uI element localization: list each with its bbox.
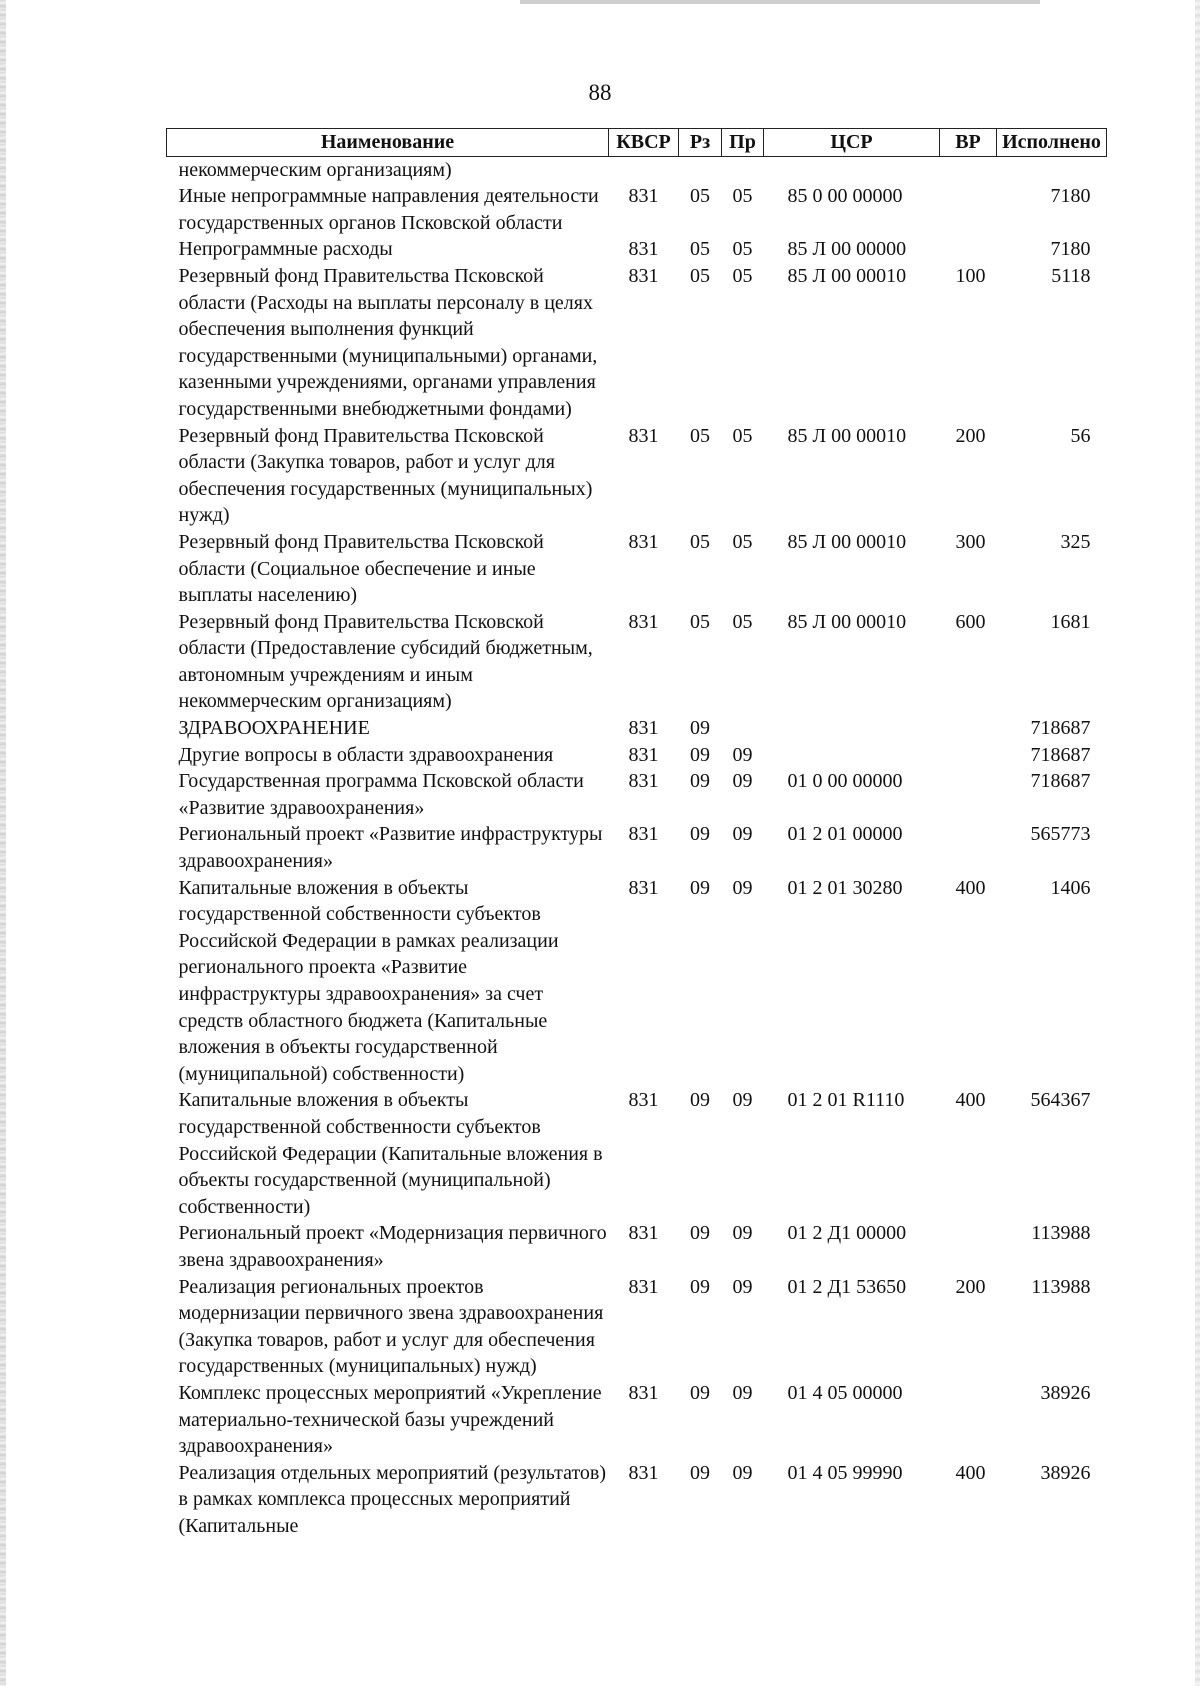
cell-kvsr: 831 bbox=[628, 743, 659, 766]
cell-kvsr: 831 bbox=[628, 238, 659, 261]
cell-done: 38926 bbox=[1040, 1381, 1091, 1404]
cell-done: 38926 bbox=[1040, 1461, 1091, 1484]
cell-done: 5118 bbox=[1051, 264, 1091, 287]
cell-rz: 09 bbox=[690, 1089, 710, 1112]
page-number: 88 bbox=[588, 80, 612, 105]
cell-pr: 09 bbox=[732, 1381, 753, 1404]
header-done: Исполнено bbox=[997, 129, 1107, 157]
cell-vr: 400 bbox=[955, 1461, 986, 1484]
cell-vr: 400 bbox=[955, 1089, 986, 1112]
cell-pr: 05 bbox=[732, 424, 753, 447]
cell-rz: 09 bbox=[690, 1222, 710, 1245]
cell-vr bbox=[940, 768, 997, 821]
cell-vr bbox=[940, 236, 997, 263]
table-row bbox=[167, 156, 1107, 183]
cell-csr: 85 Л 00 00010 bbox=[787, 530, 907, 553]
cell-name: Резервный фонд Правительства Псковской области (Социальное обеспечение и иные выплаты населению) bbox=[178, 530, 544, 607]
table-row bbox=[167, 715, 1107, 742]
table-row bbox=[167, 1460, 1107, 1540]
cell-vr: 200 bbox=[955, 424, 986, 447]
cell-rz: 05 bbox=[690, 424, 710, 447]
table-row bbox=[167, 263, 1107, 423]
cell-done: 718687 bbox=[1030, 743, 1091, 766]
scan-edge-right bbox=[1195, 0, 1200, 1686]
table-row bbox=[167, 742, 1107, 769]
cell-csr: 01 2 01 00000 bbox=[787, 823, 903, 846]
cell-pr: 09 bbox=[732, 1222, 753, 1245]
cell-done: 565773 bbox=[1030, 823, 1091, 846]
table-row bbox=[167, 529, 1107, 609]
cell-pr: 05 bbox=[732, 610, 753, 633]
header-name: Наименование bbox=[167, 129, 609, 157]
cell-csr: 01 2 01 R1110 bbox=[787, 1089, 905, 1112]
cell-pr bbox=[722, 715, 764, 742]
cell-done: 113988 bbox=[1031, 1275, 1091, 1298]
cell-rz: 05 bbox=[690, 610, 710, 633]
cell-rz: 05 bbox=[690, 264, 710, 287]
table-row bbox=[167, 1380, 1107, 1460]
cell-pr: 09 bbox=[732, 770, 753, 793]
cell-done: 564367 bbox=[1030, 1089, 1091, 1112]
cell-pr bbox=[722, 156, 764, 183]
cell-csr: 85 Л 00 00010 bbox=[787, 610, 907, 633]
table-row bbox=[167, 183, 1107, 236]
header-pr: Пр bbox=[722, 129, 764, 157]
cell-vr: 100 bbox=[955, 264, 986, 287]
header-kvsr: КВСР bbox=[609, 129, 679, 157]
cell-done: 1681 bbox=[1050, 610, 1091, 633]
cell-pr: 09 bbox=[732, 1275, 753, 1298]
cell-rz: 09 bbox=[690, 876, 710, 899]
cell-pr: 09 bbox=[732, 876, 753, 899]
cell-done: 56 bbox=[1070, 424, 1091, 447]
cell-vr bbox=[940, 1220, 997, 1273]
cell-csr: 01 4 05 99990 bbox=[787, 1461, 903, 1484]
cell-name: Региональный проект «Модернизация первичного звена здравоохранения» bbox=[178, 1222, 607, 1271]
header-csr: ЦСР bbox=[764, 129, 940, 157]
cell-kvsr: 831 bbox=[628, 1222, 659, 1245]
table-row bbox=[167, 1220, 1107, 1273]
cell-kvsr: 831 bbox=[628, 1381, 659, 1404]
table-body bbox=[167, 156, 1107, 1539]
cell-vr bbox=[940, 183, 997, 236]
cell-rz: 05 bbox=[690, 238, 710, 261]
cell-csr bbox=[764, 715, 940, 742]
cell-csr: 85 0 00 00000 bbox=[787, 185, 903, 208]
cell-pr: 05 bbox=[732, 185, 753, 208]
cell-pr: 09 bbox=[732, 1089, 753, 1112]
table-row bbox=[167, 609, 1107, 715]
header-rz: Рз bbox=[679, 129, 722, 157]
cell-name: Реализация отдельных мероприятий (результатов) в рамках комплекса процессных мероприятий (Капитальные bbox=[178, 1461, 607, 1537]
cell-name: Другие вопросы в области здравоохранения bbox=[178, 743, 554, 766]
cell-csr: 85 Л 00 00010 bbox=[787, 424, 907, 447]
cell-done: 113988 bbox=[1031, 1222, 1091, 1245]
cell-done bbox=[997, 156, 1107, 183]
cell-name: Капитальные вложения в объекты государственной собственности субъектов Российской Федерации в рамках реализации регионального проекта «Развитие инфраструктуры здравоохранения» за счет средств областного бюджета (Капитальные вложения в объекты государственной (муниципальной) собственности) bbox=[178, 876, 559, 1085]
cell-rz: 09 bbox=[690, 743, 710, 766]
cell-name: Государственная программа Псковской области «Развитие здравоохранения» bbox=[178, 770, 584, 819]
cell-csr: 85 Л 00 00000 bbox=[787, 238, 907, 261]
cell-name: Капитальные вложения в объекты государственной собственности субъектов Российской Федерации (Капитальные вложения в объекты государственной (муниципальной) собственности) bbox=[178, 1089, 603, 1218]
table-row bbox=[167, 423, 1107, 529]
cell-vr: 400 bbox=[955, 876, 986, 899]
cell-pr: 09 bbox=[732, 1461, 753, 1484]
cell-kvsr: 831 bbox=[628, 264, 659, 287]
cell-name: Непрограммные расходы bbox=[178, 238, 393, 261]
cell-kvsr: 831 bbox=[628, 876, 659, 899]
cell-kvsr: 831 bbox=[628, 1461, 659, 1484]
table-header-row bbox=[167, 129, 1107, 157]
cell-rz bbox=[679, 156, 722, 183]
cell-rz: 09 bbox=[690, 1461, 710, 1484]
table-row bbox=[167, 236, 1107, 263]
scan-edge-top bbox=[520, 0, 1040, 4]
cell-rz: 09 bbox=[690, 717, 710, 740]
cell-kvsr bbox=[609, 156, 679, 183]
cell-csr: 01 4 05 00000 bbox=[787, 1381, 903, 1404]
cell-rz: 09 bbox=[690, 1381, 710, 1404]
cell-name: Комплекс процессных мероприятий «Укрепление материально-технической базы учреждений здравоохранения» bbox=[178, 1381, 602, 1458]
cell-vr: 300 bbox=[955, 530, 986, 553]
cell-vr bbox=[940, 742, 997, 769]
cell-rz: 09 bbox=[690, 1275, 710, 1298]
cell-vr: 200 bbox=[955, 1275, 986, 1298]
cell-name: Реализация региональных проектов модернизации первичного звена здравоохранения (Закупка товаров, работ и услуг для обеспечения государственных (муниципальных) нужд) bbox=[178, 1275, 604, 1378]
cell-pr: 09 bbox=[732, 823, 753, 846]
cell-rz: 05 bbox=[690, 185, 710, 208]
table-row bbox=[167, 821, 1107, 874]
cell-kvsr: 831 bbox=[628, 1275, 659, 1298]
cell-kvsr: 831 bbox=[628, 185, 659, 208]
cell-vr bbox=[940, 715, 997, 742]
cell-name: Региональный проект «Развитие инфраструктуры здравоохранения» bbox=[178, 823, 603, 873]
cell-done: 7180 bbox=[1050, 238, 1091, 261]
table-row bbox=[167, 768, 1107, 821]
cell-name: Резервный фонд Правительства Псковской области (Закупка товаров, работ и услуг для обеспечения государственных (муниципальных) нужд) bbox=[178, 424, 593, 527]
cell-done: 325 bbox=[1060, 530, 1091, 553]
cell-done: 7180 bbox=[1050, 185, 1091, 208]
cell-done: 1406 bbox=[1050, 876, 1091, 899]
cell-pr: 05 bbox=[732, 264, 753, 287]
scan-edge-left bbox=[0, 0, 6, 1686]
budget-execution-table bbox=[166, 128, 1107, 1539]
table-row bbox=[167, 1274, 1107, 1380]
table-row bbox=[167, 875, 1107, 1088]
cell-csr bbox=[764, 742, 940, 769]
cell-name: ЗДРАВООХРАНЕНИЕ bbox=[178, 717, 370, 740]
cell-rz: 09 bbox=[690, 823, 710, 846]
cell-name: Резервный фонд Правительства Псковской области (Предоставление субсидий бюджетным, автономным учреждениям и иным некоммерческим организациям) bbox=[178, 610, 593, 713]
cell-pr: 09 bbox=[732, 743, 753, 766]
cell-vr bbox=[940, 1380, 997, 1460]
cell-pr: 05 bbox=[732, 530, 753, 553]
cell-kvsr: 831 bbox=[628, 610, 659, 633]
cell-csr bbox=[764, 156, 940, 183]
cell-csr: 01 2 01 30280 bbox=[787, 876, 903, 899]
cell-pr: 05 bbox=[732, 238, 753, 261]
cell-csr: 85 Л 00 00010 bbox=[787, 264, 907, 287]
cell-csr: 01 2 Д1 00000 bbox=[787, 1222, 907, 1245]
cell-kvsr: 831 bbox=[628, 823, 659, 846]
cell-kvsr: 831 bbox=[628, 530, 659, 553]
cell-name: Иные непрограммные направления деятельности государственных органов Псковской области bbox=[178, 185, 599, 234]
cell-kvsr: 831 bbox=[628, 424, 659, 447]
cell-vr: 600 bbox=[955, 610, 986, 633]
cell-vr bbox=[940, 156, 997, 183]
cell-csr: 01 2 Д1 53650 bbox=[787, 1275, 907, 1298]
cell-done: 718687 bbox=[1030, 770, 1091, 793]
cell-kvsr: 831 bbox=[628, 770, 659, 793]
cell-vr bbox=[940, 821, 997, 874]
cell-kvsr: 831 bbox=[628, 717, 659, 740]
cell-rz: 09 bbox=[690, 770, 710, 793]
cell-done: 718687 bbox=[1030, 717, 1091, 740]
header-vr: ВР bbox=[940, 129, 997, 157]
cell-name: некоммерческим организациям) bbox=[178, 158, 452, 181]
table-row bbox=[167, 1087, 1107, 1220]
cell-csr: 01 0 00 00000 bbox=[787, 770, 903, 793]
cell-rz: 05 bbox=[690, 530, 710, 553]
cell-kvsr: 831 bbox=[628, 1089, 659, 1112]
cell-name: Резервный фонд Правительства Псковской области (Расходы на выплаты персоналу в целях обеспечения выполнения функций государственными (муниципальными) органами, казенными учреждениями, органами управления государственными внебюджетными фондами) bbox=[178, 264, 598, 420]
